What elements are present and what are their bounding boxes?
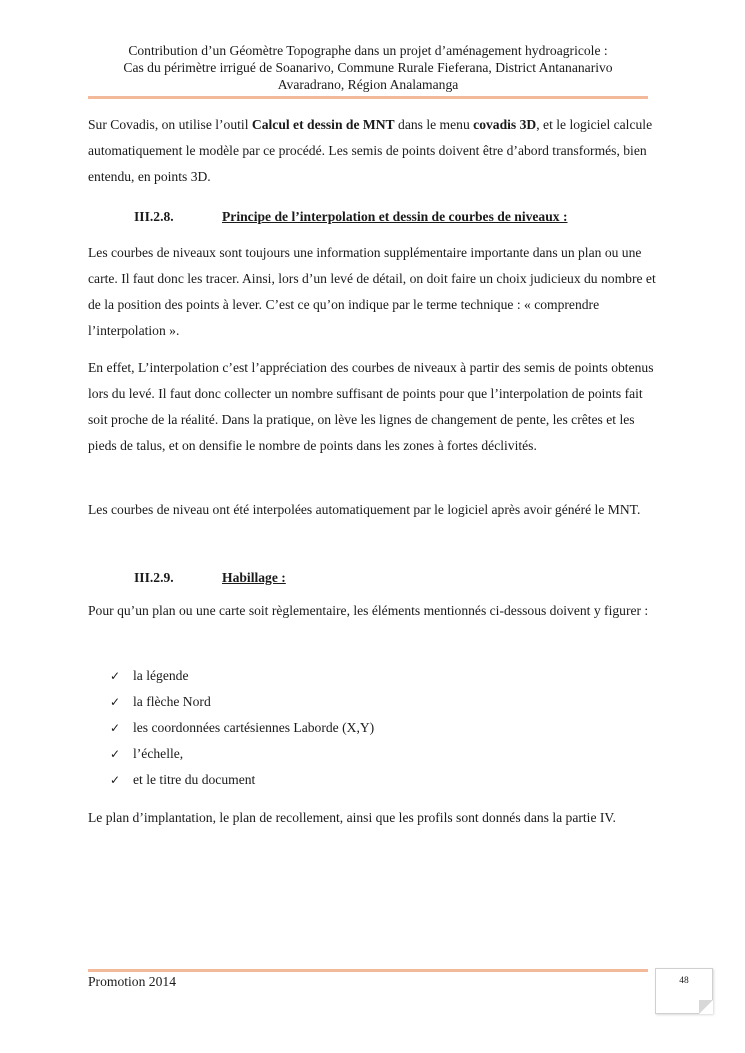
checkmark-icon: ✓ bbox=[110, 747, 121, 761]
header-line-1: Contribution d’un Géomètre Topographe dans un projet d’aménagement hydroagricole : bbox=[128, 43, 608, 58]
habillage-paragraph-1: Pour qu’un plan ou une carte soit règlementaire, les éléments mentionnés ci-dessous doivent y figurer : bbox=[88, 603, 649, 618]
list-item-label: les coordonnées cartésiennes Laborde (X,Y) bbox=[133, 720, 375, 735]
section-heading-interpolation bbox=[134, 209, 568, 225]
section-title: Principe de l’interpolation et dessin de courbes de niveaux : bbox=[222, 209, 568, 224]
header-rule bbox=[88, 96, 648, 99]
footer-promotion: Promotion 2014 bbox=[88, 974, 176, 989]
intro-text-3: , et le logiciel calcule automatiquement le modèle par ce procédé. Les semis de points doivent être d’abord transformés, bien entendu, en points 3D. bbox=[88, 117, 653, 184]
section-title: Habillage : bbox=[222, 570, 286, 585]
list-item-label: la flèche Nord bbox=[133, 694, 211, 709]
list-item bbox=[110, 664, 374, 690]
list-item bbox=[110, 768, 374, 794]
section-heading-habillage bbox=[134, 570, 286, 586]
interpolation-paragraph-3: Les courbes de niveau ont été interpolées automatiquement par le logiciel après avoir généré le MNT. bbox=[88, 502, 641, 517]
checkmark-icon: ✓ bbox=[110, 695, 121, 709]
checkmark-icon: ✓ bbox=[110, 721, 121, 735]
list-item-label: et le titre du document bbox=[133, 772, 256, 787]
interpolation-paragraph-1: Les courbes de niveaux sont toujours une information supplémentaire importante dans un plan ou une carte. Il faut donc les tracer. Ainsi, lors d’un levé de détail, on doit faire un choix judicieux du nombre et de la position des points à lever. C’est ce qu’on indique par le terme technique : « comprendre l’interpolation ». bbox=[88, 245, 656, 338]
requirements-list bbox=[110, 664, 374, 794]
intro-text-2: dans le menu bbox=[394, 117, 474, 132]
checkmark-icon: ✓ bbox=[110, 669, 121, 683]
page-header bbox=[88, 42, 648, 93]
intro-bold-2: covadis 3D bbox=[473, 117, 537, 132]
checkmark-icon: ✓ bbox=[110, 773, 121, 787]
intro-paragraph bbox=[88, 112, 658, 190]
section-number: III.2.9. bbox=[134, 570, 174, 585]
header-line-3: Avaradrano, Région Analamanga bbox=[277, 77, 459, 92]
footer-rule bbox=[88, 969, 648, 972]
section-number: III.2.8. bbox=[134, 209, 174, 224]
list-item bbox=[110, 690, 374, 716]
intro-bold-1: Calcul et dessin de MNT bbox=[251, 117, 395, 132]
list-item-label: la légende bbox=[133, 668, 189, 683]
list-item bbox=[110, 742, 374, 768]
intro-text-1: Sur Covadis, on utilise l’outil bbox=[88, 117, 252, 132]
list-item bbox=[110, 716, 374, 742]
interpolation-paragraph-2: En effet, L’interpolation c’est l’appréciation des courbes de niveaux à partir des semis de points obtenus lors du levé. Il faut donc collecter un nombre suffisant de points pour que l’interpolation de points fait soit proche de la réalité. Dans la pratique, on lève les lignes de changement de pente, les crêtes et les pieds de talus, et on densifie le nombre de points dans les zones à fortes déclivités. bbox=[88, 360, 654, 453]
list-item-label: l’échelle, bbox=[133, 746, 184, 761]
page-fold-icon bbox=[699, 1000, 713, 1014]
page-number-box bbox=[655, 968, 713, 1014]
header-line-2: Cas du périmètre irrigué de Soanarivo, Commune Rurale Fieferana, District Antananarivo bbox=[123, 60, 613, 75]
page-number: 48 bbox=[679, 976, 689, 986]
habillage-paragraph-2: Le plan d’implantation, le plan de recollement, ainsi que les profils sont donnés dans la partie IV. bbox=[88, 810, 616, 825]
